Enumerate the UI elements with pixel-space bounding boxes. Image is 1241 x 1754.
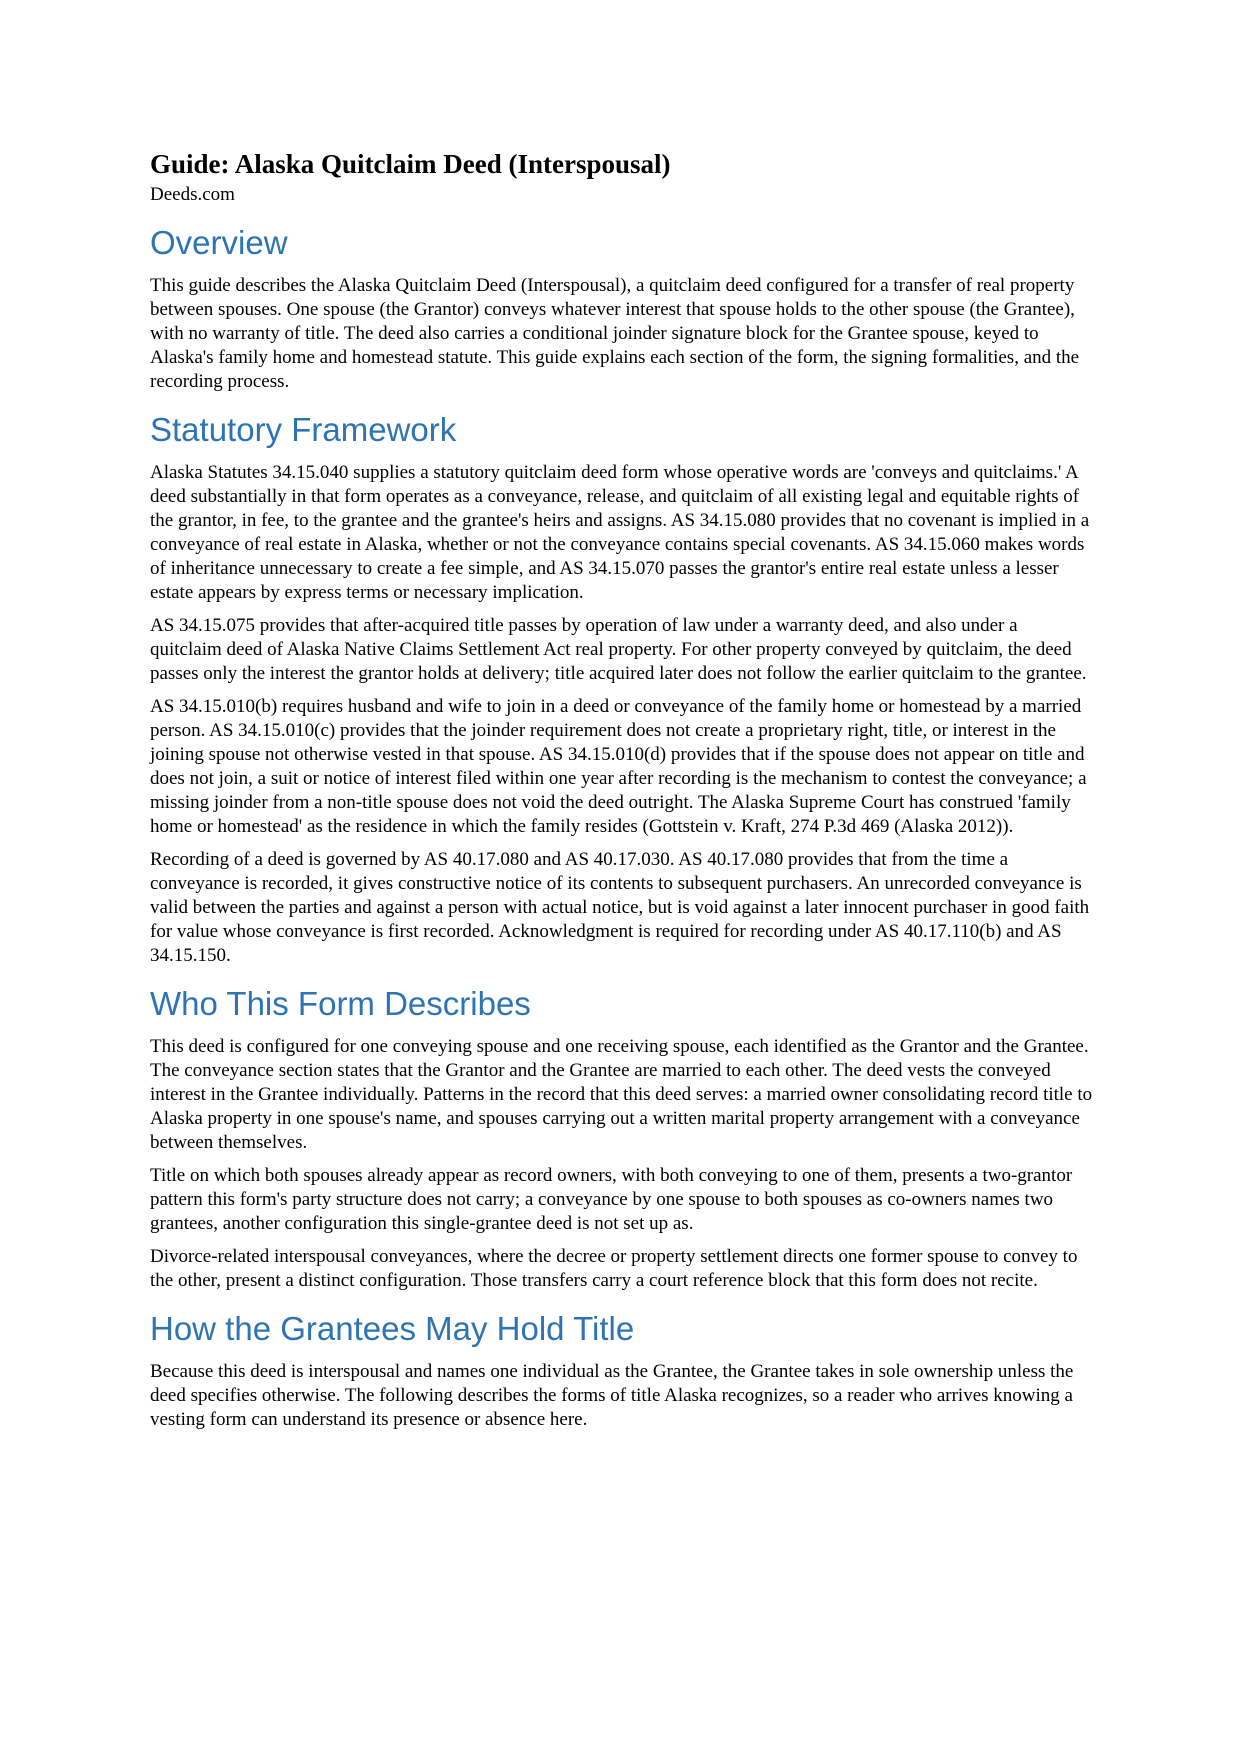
document-page — [150, 148, 1094, 1432]
paragraph: Divorce-related interspousal conveyances, where the decree or property settlement directs one former spouse to convey to the other, present a distinct configuration. Those transfers carry a court reference block that this form does not recite. — [150, 1246, 1078, 1291]
paragraph: Alaska Statutes 34.15.040 supplies a statutory quitclaim deed form whose operative words are 'conveys and quitclaims.' A deed substantially in that form operates as a conveyance, release, and quitclaim of all existing legal and equitable rights of the grantor, in fee, to the grantee and the grantee's heirs and assigns. AS 34.15.080 provides that no covenant is implied in a conveyance of real estate in Alaska, whether or not the conveyance contains special covenants. AS 34.15.060 makes words of inheritance unnecessary to create a fee simple, and AS 34.15.070 passes the grantor's entire real estate unless a lesser estate appears by express terms or necessary implication. — [150, 462, 1090, 603]
section-heading: How the Grantees May Hold Title — [150, 1310, 635, 1347]
paragraph: Because this deed is interspousal and names one individual as the Grantee, the Grantee takes in sole ownership unless the deed specifies otherwise. The following describes the forms of title Alaska recognizes, so a reader who arrives knowing a vesting form can understand its presence or absence here. — [150, 1361, 1074, 1430]
paragraph: This deed is configured for one conveying spouse and one receiving spouse, each identified as the Grantor and the Grantee. The conveyance section states that the Grantor and the Grantee are married to each other. The deed vests the conveyed interest in the Grantee individually. Patterns in the record that this deed serves: a married owner consolidating record title to Alaska property in one spouse's name, and spouses carrying out a written marital property arrangement with a conveyance between themselves. — [150, 1036, 1093, 1153]
section-how-grantees-hold-title — [150, 1309, 1094, 1432]
paragraph: This guide describes the Alaska Quitclaim Deed (Interspousal), a quitclaim deed configured for a transfer of real property between spouses. One spouse (the Grantor) conveys whatever interest that spouse holds to the other spouse (the Grantee), with no warranty of title. The deed also carries a conditional joinder signature block for the Grantee spouse, keyed to Alaska's family home and homestead statute. This guide explains each section of the form, the signing formalities, and the recording process. — [150, 275, 1080, 392]
section-statutory-framework — [150, 410, 1094, 968]
paragraph: Title on which both spouses already appear as record owners, with both conveying to one of them, presents a two-grantor pattern this form's party structure does not carry; a conveyance by one spouse to both spouses as co-owners names two grantees, another configuration this single-grantee deed is not set up as. — [150, 1165, 1073, 1234]
paragraph: AS 34.15.075 provides that after-acquired title passes by operation of law under a warranty deed, and also under a quitclaim deed of Alaska Native Claims Settlement Act real property. For other property conveyed by quitclaim, the deed passes only the interest the grantor holds at delivery; title acquired later does not follow the earlier quitclaim to the grantee. — [150, 615, 1087, 684]
section-overview — [150, 223, 1094, 394]
section-heading: Overview — [150, 224, 288, 261]
paragraph: AS 34.15.010(b) requires husband and wife to join in a deed or conveyance of the family home or homestead by a married person. AS 34.15.010(c) provides that the joinder requirement does not create a proprietary right, title, or interest in the joining spouse not otherwise vested in that spouse. AS 34.15.010(d) provides that if the spouse does not appear on title and does not join, a suit or notice of interest filed within one year after recording is the mechanism to contest the conveyance; a missing joinder from a non-title spouse does not void the deed outright. The Alaska Supreme Court has construed 'family home or homestead' as the residence in which the family resides (Gottstein v. Kraft, 274 P.3d 469 (Alaska 2012)). — [150, 696, 1087, 837]
document-source: Deeds.com — [150, 184, 235, 205]
section-heading: Who This Form Describes — [150, 985, 531, 1022]
document-title: Guide: Alaska Quitclaim Deed (Interspousal) — [150, 149, 671, 179]
paragraph: Recording of a deed is governed by AS 40.17.080 and AS 40.17.030. AS 40.17.080 provides that from the time a conveyance is recorded, it gives constructive notice of its contents to subsequent purchasers. An unrecorded conveyance is valid between the parties and against a person with actual notice, but is void against a later innocent purchaser in good faith for value whose conveyance is first recorded. Acknowledgment is required for recording under AS 40.17.110(b) and AS 34.15.150. — [150, 849, 1090, 966]
section-who-this-form-describes — [150, 984, 1094, 1293]
section-heading: Statutory Framework — [150, 411, 457, 448]
